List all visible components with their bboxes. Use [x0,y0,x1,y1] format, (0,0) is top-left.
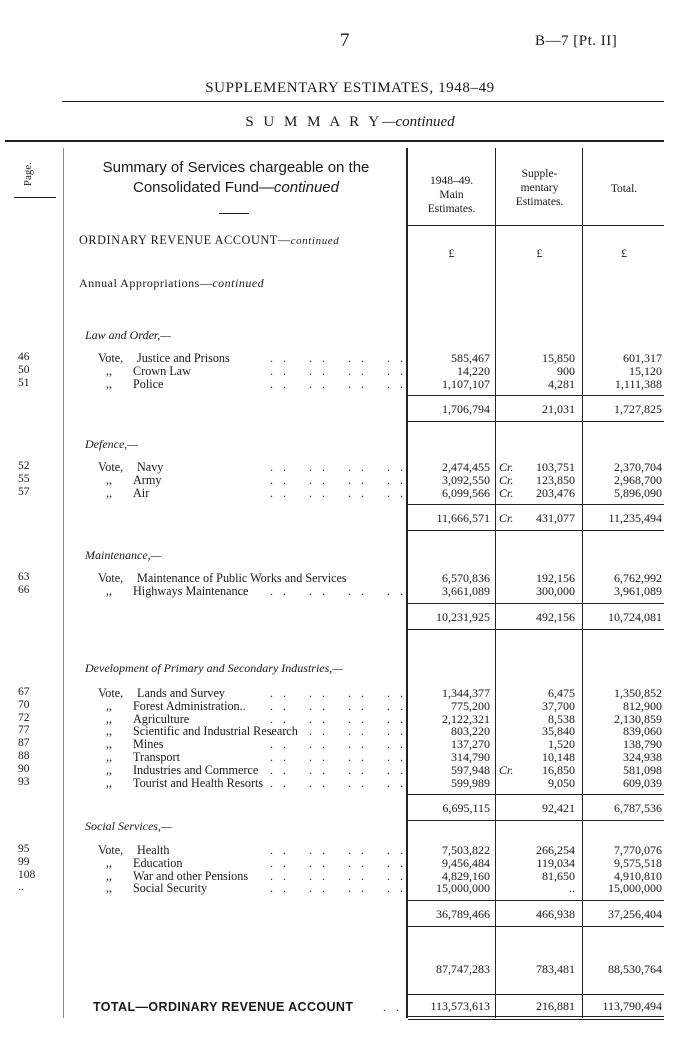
page-column-label: Page. [22,161,35,187]
page-ref: 88 [18,750,30,762]
page-ref: 67 [18,686,30,698]
vote-prefix: ,, [106,855,113,870]
title-dash [219,213,249,214]
leader-dots: .. .. .. .. [270,583,413,598]
col-total: Total. [610,183,638,195]
currency-main: £ [448,246,455,260]
subtotal-total: 6,787,536 [614,801,662,816]
leader-dots: .. .. .. .. [270,485,413,500]
page-number: 7 [340,30,350,51]
vote-prefix: Vote, [98,460,124,474]
value-total: 2,370,704 [614,460,662,474]
vote-prefix: Vote, [98,571,124,585]
value-main: 3,092,550 [442,472,490,487]
value-main: 137,270 [451,737,490,752]
table-top-rule [5,140,664,142]
total-bottom-rule-2 [408,1019,664,1020]
leader-dots: .. .. .. .. [270,363,413,378]
section-heading: Law and Order,— [85,328,171,342]
value-main: 9,456,484 [442,855,490,870]
vote-prefix: ,, [106,711,113,726]
page-ref: 77 [18,724,30,737]
value-total: 1,350,852 [614,686,662,700]
leader-dots: .. .. .. .. [270,351,413,365]
leader-dots: .. .. .. .. [270,376,413,391]
leader-dots: .. .. .. .. [270,698,413,713]
subtotal-supp: 92,421 [542,801,575,816]
subtotal-total: 1,727,825 [614,402,662,417]
vote-prefix: ,, [106,485,113,500]
page-ref: 46 [18,351,30,363]
vote-label: Highways Maintenance [133,583,249,598]
credit-marker: Cr. [499,460,514,474]
subtotal-supp: 466,938 [536,907,575,922]
page-column-divider [63,148,64,1018]
vote-label: Health [137,843,170,857]
subtotal-supp: Cr. 431,077 [499,511,575,526]
value-total: 6,762,992 [614,571,662,585]
subtotal-total: 37,256,404 [608,907,662,922]
subtotal-total: 11,235,494 [608,511,662,526]
grand-supp: 783,481 [536,962,575,976]
vote-label: Justice and Prisons [137,351,230,365]
value-total: 601,317 [623,351,662,365]
value-main: 6,570,836 [442,571,490,585]
col-main-estimates: 1948–49. Main Estimates. [427,175,476,215]
vote-prefix: ,, [106,363,113,378]
leader-dots: .. .. .. .. [270,762,413,777]
subtotal-main: 10,231,925 [436,609,490,624]
vote-label: Industries and Commerce [133,762,259,777]
subtotal-supp: 492,156 [536,609,575,624]
value-supp: 300,000 [536,583,575,598]
value-main: 1,107,107 [442,376,490,391]
running-title: SUPPLEMENTARY ESTIMATES, 1948–49 [205,80,495,96]
value-supp: 1,520 [548,737,575,752]
subtotal-bottom-rule [408,421,664,422]
value-supp: 6,475 [548,686,575,700]
value-main: 599,989 [451,775,490,790]
subtotal-main: 6,695,115 [442,801,490,816]
appropriations-heading: Annual Appropriations—continued [79,276,265,290]
credit-marker: Cr. [499,511,514,526]
value-supp: 119,034 [536,855,575,870]
vote-label: Forest Administration.. [133,698,246,713]
value-total: 15,000,000 [608,881,662,896]
leader-dots: .. .. .. .. [270,472,413,487]
value-total: 581,098 [623,762,662,777]
value-total: 15,120 [629,363,662,378]
subtotal-main: 36,789,466 [436,907,490,922]
total-label: TOTAL—ORDINARY REVENUE ACCOUNT [93,1000,354,1014]
leader-dots: .. .. .. .. [270,881,413,896]
vote-prefix: Vote, [98,686,124,700]
subtotal-rule [408,900,664,901]
header-rule [62,101,664,102]
vote-label: Transport [133,750,180,764]
value-main: 2,122,321 [442,711,490,726]
value-main: 585,467 [451,351,490,365]
page-ref: 50 [18,363,30,376]
vote-label: Agriculture [133,711,190,726]
leader-dots: .. .. .. .. [270,460,413,474]
total-total: 113,790,494 [602,999,662,1013]
value-total: 1,111,388 [614,376,662,391]
value-total: 812,900 [623,698,662,713]
page-ref: 66 [18,583,30,596]
subtotal-bottom-rule [408,926,664,927]
section-heading: Development of Primary and Secondary Industries,— [85,661,343,675]
vote-prefix: ,, [106,868,113,883]
total-bottom-rule-1 [408,1016,664,1017]
page-ref: 55 [18,472,30,485]
value-supp: 37,700 [542,698,575,713]
section-heading: Social Services,— [85,819,172,833]
vote-prefix: ,, [106,698,113,713]
value-main: 314,790 [451,750,490,764]
section-heading: Maintenance,— [85,548,162,562]
credit-marker: Cr. [499,472,514,487]
subtotal-rule [408,395,664,396]
value-total: 7,770,076 [614,843,662,857]
vote-label: War and other Pensions [133,868,249,883]
vote-label: Air [133,485,150,500]
vote-label: Education [133,855,183,870]
subtotal-supp: 21,031 [542,402,575,417]
value-total: 9,575,518 [614,855,662,870]
value-total: 4,910,810 [614,868,662,883]
value-total: 138,790 [623,737,662,752]
value-total: 2,130,859 [614,711,662,726]
subtotal-total: 10,724,081 [608,609,662,624]
vote-prefix: ,, [106,724,113,739]
value-supp: 15,850 [542,351,575,365]
subtotal-rule [408,603,664,604]
leader-dots: .. .. .. .. [270,775,413,790]
vote-label: Police [133,376,164,391]
grand-total: 88,530,764 [608,962,662,976]
value-total: 5,896,090 [614,485,662,500]
value-supp: .. [569,881,575,896]
credit-marker: Cr. [499,762,514,777]
subtotal-main: 1,706,794 [442,402,490,417]
subtotal-main: 11,666,571 [436,511,490,526]
vote-label: Tourist and Health Resorts [133,775,264,790]
page-ref: 52 [18,460,30,472]
page-ref: .. [18,881,24,894]
page-ref: 70 [18,698,30,711]
total-top-rule [408,994,664,995]
grand-main: 87,747,283 [436,962,490,976]
vote-prefix: ,, [106,881,113,896]
page-ref: 87 [18,737,30,750]
vote-label: Crown Law [133,363,191,378]
value-main: 15,000,000 [436,881,490,896]
value-main: 1,344,377 [442,686,490,700]
value-supp: Cr. 123,850 [499,472,575,487]
value-supp: Cr. 203,476 [499,485,575,500]
page-ref: 51 [18,376,30,389]
currency-total: £ [621,246,627,260]
vote-prefix: ,, [106,376,113,391]
total-main: 113,573,613 [430,999,490,1013]
leader-dots: .. .. .. .. [270,686,413,700]
value-supp: 900 [557,363,575,378]
leader-dots: .. .. .. .. [270,711,413,726]
vote-label: Army [133,472,162,487]
vote-label: Mines [133,737,164,752]
vote-label: Navy [137,460,164,474]
vote-prefix: ,, [106,583,113,598]
leader-dots: .. .. .. .. [270,843,413,857]
subtotal-rule [408,794,664,795]
value-main: 2,474,455 [442,460,490,474]
subtotal-bottom-rule [408,820,664,821]
page-ref: 99 [18,855,30,868]
value-total: 609,039 [623,775,662,790]
leader-dots: .. .. .. .. [270,724,413,739]
value-total: 324,938 [623,750,662,764]
document-reference: B—7 [Pt. II] [535,33,618,49]
supp-column-divider [495,148,496,1018]
vote-prefix: ,, [106,762,113,777]
col-supplementary-estimates: Supple- mentary Estimates. [515,168,564,208]
value-supp: 9,050 [548,775,575,790]
total-leader-dots: .. [383,1000,409,1014]
leader-dots: .. .. .. .. [270,750,413,764]
vote-prefix: Vote, [98,351,124,365]
page-ref: 108 [18,868,36,881]
leader-dots: .. .. .. .. [270,868,413,883]
value-main: 3,661,089 [442,583,490,598]
value-main: 597,948 [451,762,490,777]
subtotal-bottom-rule [408,629,664,630]
account-heading: ORDINARY REVENUE ACCOUNT—continued [79,233,340,247]
value-main: 6,099,566 [442,485,490,500]
value-supp: 4,281 [548,376,575,391]
value-main: 803,220 [451,724,490,739]
vote-prefix: ,, [106,472,113,487]
value-main: 14,220 [457,363,490,378]
section-heading: Defence,— [85,437,138,451]
vote-label: Social Security [133,881,208,896]
vote-label: Scientific and Industrial Research [133,724,298,739]
value-total: 839,060 [623,724,662,739]
value-supp: Cr. 103,751 [499,460,575,474]
vote-prefix: Vote, [98,843,124,857]
page-ref: 93 [18,775,30,788]
page-ref: 57 [18,485,30,498]
vote-label: Lands and Survey [137,686,226,700]
value-main: 775,200 [451,698,490,713]
page-ref: 95 [18,843,30,855]
leader-dots: .. .. .. .. [270,737,413,752]
vote-prefix: ,, [106,750,113,764]
subtotal-bottom-rule [408,530,664,531]
page-ref: 63 [18,571,30,583]
page-ref: 90 [18,762,30,775]
page-ref: 72 [18,711,30,724]
vote-label: Maintenance of Public Works and Services [137,571,347,585]
column-header-rule [408,225,664,226]
leader-dots: .. .. .. .. [270,855,413,870]
value-supp: 35,840 [542,724,575,739]
value-total: 2,968,700 [614,472,662,487]
total-column-divider [582,148,583,1018]
value-supp: 8,538 [548,711,575,726]
value-supp: 10,148 [542,750,575,764]
value-supp: 81,650 [542,868,575,883]
value-supp: 266,254 [536,843,575,857]
currency-supp: £ [536,246,543,260]
value-supp: Cr. 16,850 [499,762,575,777]
value-total: 3,961,089 [614,583,662,598]
subtotal-rule [408,504,664,505]
value-main: 4,829,160 [442,868,490,883]
table-title: Summary of Services chargeable on the Consolidated Fund—continued [102,159,370,196]
vote-prefix: ,, [106,775,113,790]
value-supp: 192,156 [536,571,575,585]
value-main: 7,503,822 [442,843,490,857]
vote-prefix: ,, [106,737,113,752]
summary-heading: S U M M A R Y—continued [245,114,455,130]
credit-marker: Cr. [499,485,514,500]
total-supp: 216,881 [536,999,575,1013]
